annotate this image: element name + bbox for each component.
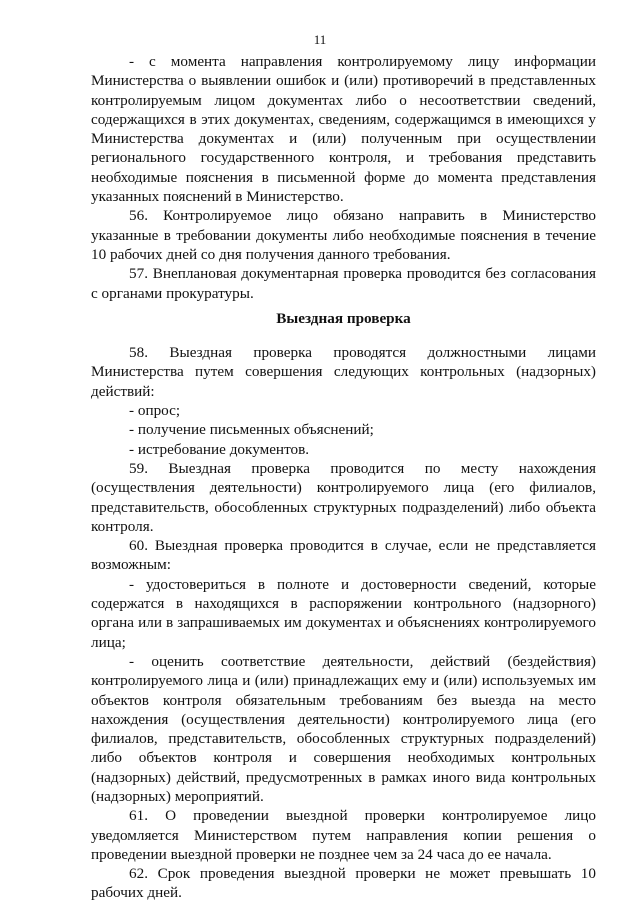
paragraph-57: 57. Внеплановая документарная проверка проводится без согласования с органами прокуратуры.	[91, 265, 596, 302]
list-item-assess-compliance: - оценить соответствие деятельности, действий (бездействия) контролируемого лица и (или) принадлежащих ему и (или) используемых им объектов контроля обязательным требованиям без выезда на место нахождения (осуществления деятельности) контролируемого лица (его филиалов, представительств, обособленных структурных подразделений) либо объектов контроля и совершения необходимых контрольных (надзорных) действий, предусмотренных в рамках иного вида контрольных (надзорных) мероприятий.	[91, 652, 596, 805]
list-item-survey: - опрос;	[129, 402, 181, 420]
paragraph-deadline-clause: - с момента направления контролируемому лицу информации Министерства о выявлении ошибок и (или) противоречий в представленных контролируемым лицом документах либо о несоответствии сведений, содержащихся в этих документах, сведениям, содержащимся в имеющихся у Министерства документах и (или) полученным при осуществлении регионального государственного контроля, и требования представить необходимые пояснения в письменной форме до момента представления указанных пояснений в Министерство.	[91, 53, 596, 206]
list-item-document-request: - истребование документов.	[129, 440, 310, 458]
list-item-verify-completeness: - удостовериться в полноте и достоверности сведений, которые содержатся в находящихся в распоряжении контрольного (надзорного) органа или в запрашиваемых им документах и объяснениях контролируемого лица;	[91, 575, 596, 651]
page-number: 11	[313, 32, 327, 47]
section-heading: Выездная проверка	[276, 309, 411, 327]
paragraph-56: 56. Контролируемое лицо обязано направить в Министерство указанные в требовании документы либо необходимые пояснения в течение 10 рабочих дней со дня получения данного требования.	[91, 207, 596, 263]
document-body	[91, 52, 596, 903]
paragraph-58: 58. Выездная проверка проводятся должностными лицами Министерства путем совершения следующих контрольных (надзорных) действий:	[91, 344, 596, 400]
list-item-written-explanations: - получение письменных объяснений;	[129, 421, 374, 439]
paragraph-59: 59. Выездная проверка проводится по месту нахождения (осуществления деятельности) контролируемого лица (его филиалов, представительств, обособленных структурных подразделений) либо объекта контроля.	[91, 459, 596, 535]
paragraph-62: 62. Срок проведения выездной проверки не может превышать 10 рабочих дней.	[91, 865, 596, 902]
paragraph-61: 61. О проведении выездной проверки контролируемое лицо уведомляется Министерством путем направления копии решения о проведении выездной проверки не позднее чем за 24 часа до ее начала.	[91, 807, 596, 863]
paragraph-60: 60. Выездная проверка проводится в случае, если не представляется возможным:	[91, 537, 596, 574]
